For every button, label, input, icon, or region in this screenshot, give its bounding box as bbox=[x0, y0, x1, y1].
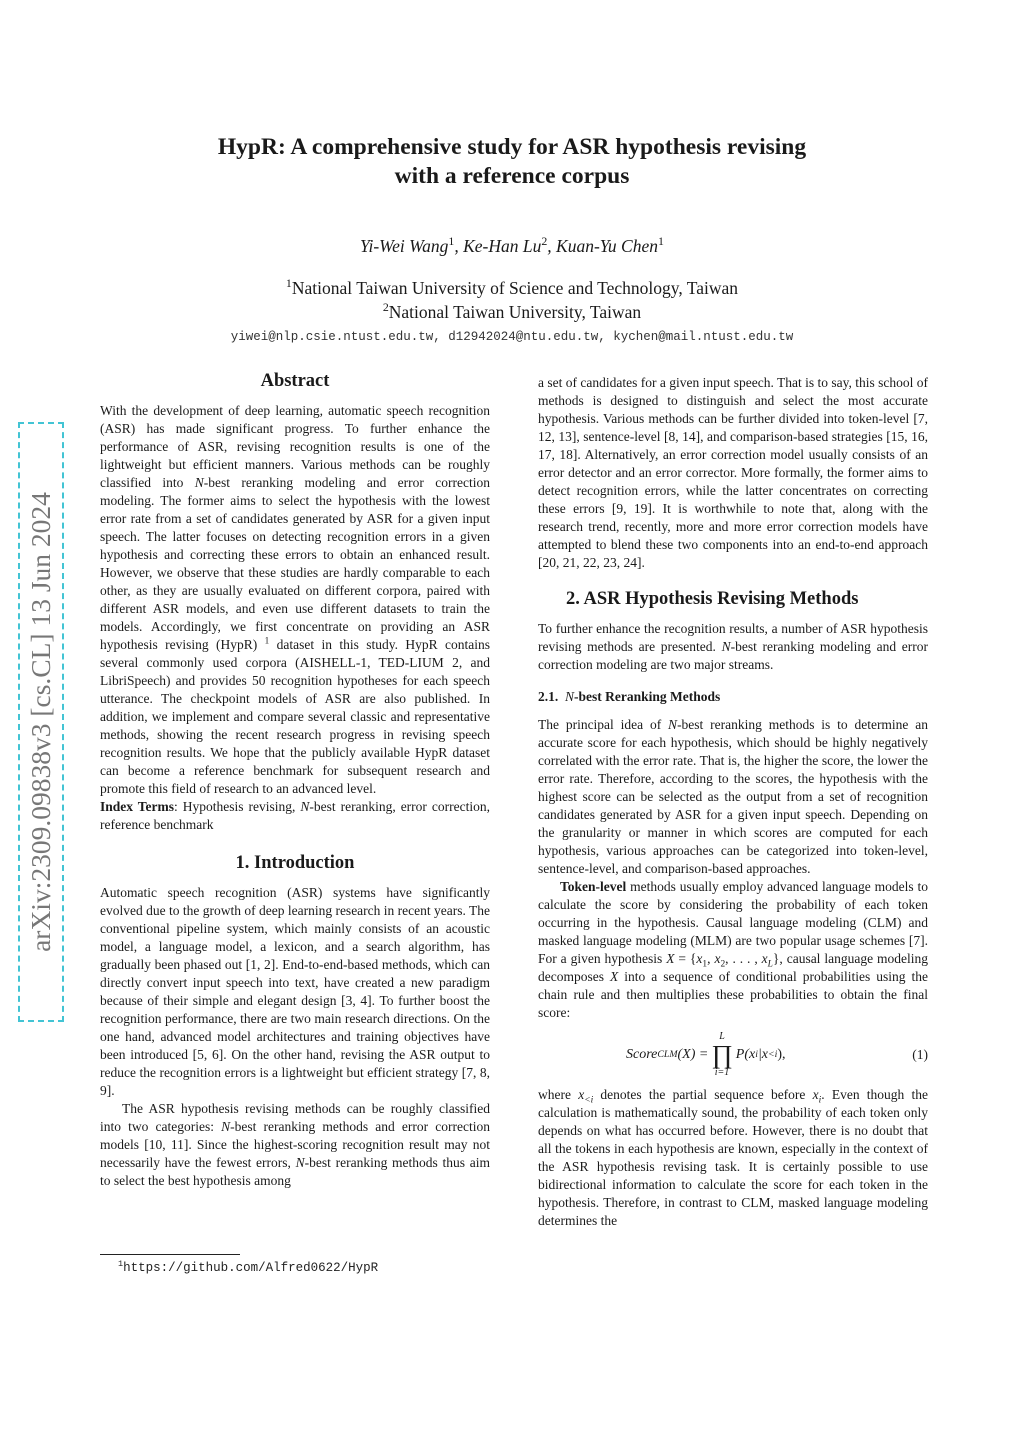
math-sub: i bbox=[818, 1095, 822, 1106]
math-x: x bbox=[714, 951, 721, 966]
author-affil-mark: 1 bbox=[448, 234, 455, 249]
abstract-part: With the development of deep learning, automatic speech recognition (ASR) has made significant progress. To further enhance the performance of ASR, revising recognition results is one of the lightweight but efficient manners. Various methods can be roughly classified into bbox=[100, 403, 490, 490]
token-level-paragraph bbox=[538, 878, 928, 1022]
abstract-heading: Abstract bbox=[260, 371, 330, 391]
token-part: , . . . , bbox=[725, 951, 762, 966]
subsection-number: 2.1. bbox=[538, 689, 559, 704]
section-2-part: To further enhance the recognition results, a number of ASR hypothesis revising methods are presented. bbox=[538, 621, 928, 654]
math-sub: 1 bbox=[702, 959, 708, 970]
author-name: Kuan-Yu Chen bbox=[556, 236, 658, 256]
author-emails: yiwei@nlp.csie.ntust.edu.tw, d12942024@ntu.edu.tw, kychen@mail.ntust.edu.tw bbox=[230, 330, 794, 344]
subsection-2-1-paragraph bbox=[538, 716, 928, 878]
right-column bbox=[538, 374, 928, 1230]
eq-rhs: |x bbox=[757, 1047, 768, 1062]
math-n: N bbox=[668, 717, 678, 732]
footnote-mark: 1 bbox=[118, 1258, 124, 1269]
subsection-title: -best Reranking Methods bbox=[574, 689, 721, 704]
section-2-part: -best reranking modeling and error correction modeling are two major streams. bbox=[538, 639, 928, 672]
token-part: }, causal language modeling decomposes bbox=[538, 951, 929, 984]
title-line-2: with a reference corpus bbox=[394, 163, 630, 189]
prod-symbol: ∏ bbox=[711, 1040, 733, 1069]
section-2-heading: 2. ASR Hypothesis Revising Methods bbox=[566, 589, 859, 609]
affiliation-2 bbox=[150, 302, 874, 323]
subsection-part: The principal idea of bbox=[538, 717, 669, 732]
intro-paragraph-1: Automatic speech recognition (ASR) systems have significantly evolved due to the growth of deep learning research in recent years. The conventional pipeline system, which mainly consists of an acoustic model, a language model, a lexicon, and a search algorithm, has gradually been phased out [1, 2]. End-to-end-based methods, which can directly convert input speech into text, have created a new paradigm because of their simple and elegant design [3, 4]. To further boost the recognition performance, there are two main research directions. On the one hand, advanced model architectures and training objectives have been introduced [5, 6]. On the other hand, revising the ASR output to reduce the recognition errors is a lightweight but efficient strategy [7, 8, 9]. bbox=[100, 885, 490, 1098]
eq-lhs: Score bbox=[626, 1047, 658, 1062]
affil-text: National Taiwan University of Science and Technology, Taiwan bbox=[291, 278, 739, 298]
math-x: x bbox=[578, 1087, 585, 1102]
index-terms bbox=[100, 798, 490, 834]
arxiv-stamp bbox=[18, 422, 64, 1022]
right-paragraph-1: a set of candidates for a given input speech. That is to say, this school of methods is designed to distinguish and select the most accurate hypothesis. Various methods can be further divided into token-level [7, 12, 13], sentence-level [8, 14], and comparison-based strategies [15, 16, 17, 18]. Alternatively, an error correction model usually consists of an error detector and an error corrector. More formally, the former aims to detect recognition errors, while the latter concentrates on correcting these errors [9, 19]. It is worthwhile to note that, along with the research trend, recently, more and more error correction models have attempted to blend these two components into an end-to-end approach [20, 21, 22, 23, 24]. bbox=[538, 375, 928, 570]
math-n: N bbox=[295, 1155, 305, 1170]
footnote-link[interactable]: https://github.com/Alfred0622/HypR bbox=[123, 1261, 379, 1275]
token-part: into a sequence of conditional probabilities using the chain rule and then multiplies these probabilities to obtain the final score: bbox=[538, 969, 929, 1020]
footnote bbox=[118, 1258, 379, 1275]
paper-title bbox=[150, 133, 874, 191]
section-2-paragraph bbox=[538, 620, 928, 674]
token-part: methods usually employ advanced language models to calculate the score by considering the probability of each token occurring in the hypothesis. Causal language modeling (CLM) and masked language modeling (MLM) are two popular usage schemes [7]. For a given hypothesis bbox=[538, 879, 928, 966]
math-sub: L bbox=[767, 959, 773, 970]
equation-1 bbox=[538, 1026, 928, 1084]
left-column bbox=[100, 368, 490, 1190]
after-equation-paragraph bbox=[538, 1086, 928, 1230]
author-affil-mark: 1 bbox=[658, 234, 664, 249]
math-x: X bbox=[666, 951, 675, 966]
math-n: N bbox=[300, 799, 310, 814]
product-operator bbox=[711, 1032, 732, 1078]
after-eq-part: . Even though the calculation is mathematically sound, the probability of each token only depends on what has occurred before. However, there is no doubt that all the tokens in each hypothesis are known, especially in the context of the ASR hypothesis revising task. It is certainly possible to use bidirectional information to calculate the score for each token in the hypothesis. Therefore, in contrast to CLM, masked language modeling determines the bbox=[538, 1087, 929, 1228]
author-name: Ke-Han Lu bbox=[463, 236, 542, 256]
affiliation-1 bbox=[150, 278, 874, 299]
footnote-divider bbox=[100, 1254, 240, 1255]
intro-paragraph-2 bbox=[100, 1100, 490, 1190]
equation-number: (1) bbox=[912, 1047, 928, 1062]
arxiv-stamp-text: arXiv:2309.09838v3 [cs.CL] 13 Jun 2024 bbox=[25, 492, 56, 952]
equation-body: Score CLM (X) = L ∏ i=1 P (x i |x <i ), bbox=[626, 1031, 786, 1078]
math-n: N bbox=[194, 475, 204, 490]
math-sub: 2 bbox=[720, 959, 726, 970]
eq-rhs: ), bbox=[777, 1047, 786, 1062]
after-eq-part: denotes the partial sequence before bbox=[593, 1087, 813, 1102]
title-line-1: HypR: A comprehensive study for ASR hypothesis revising bbox=[217, 134, 807, 160]
math-x: x bbox=[696, 951, 703, 966]
author-name: Yi-Wei Wang bbox=[360, 236, 449, 256]
subsection-2-1-heading bbox=[538, 688, 928, 706]
token-part: = { bbox=[674, 951, 697, 966]
token-part: , bbox=[707, 951, 715, 966]
intro-part: -best reranking methods thus aim to select the best hypothesis among bbox=[100, 1155, 490, 1188]
affil-text: National Taiwan University, Taiwan bbox=[388, 302, 642, 322]
math-sub: <i bbox=[584, 1095, 594, 1106]
math-x: X bbox=[610, 969, 619, 984]
prod-upper: L bbox=[719, 1031, 725, 1042]
intro-part: -best reranking methods and error correction models [10, 11]. Since the highest-scoring recognition result may not necessarily have the fewest errors, bbox=[100, 1119, 490, 1170]
index-terms-part: -best reranking, error correction, reference benchmark bbox=[100, 799, 490, 832]
prod-lower: i=1 bbox=[714, 1067, 730, 1078]
eq-lhs-arg: (X) = bbox=[677, 1047, 709, 1062]
token-level-label: Token-level bbox=[560, 879, 627, 894]
math-x: x bbox=[812, 1087, 819, 1102]
author-affil-mark: 2 bbox=[541, 234, 548, 249]
intro-part: The ASR hypothesis revising methods can be roughly classified into two categories: bbox=[100, 1101, 490, 1134]
affil-mark: 1 bbox=[285, 276, 292, 291]
index-terms-label: Index Terms bbox=[100, 799, 175, 814]
math-n: N bbox=[221, 1119, 231, 1134]
index-terms-part: : Hypothesis revising, bbox=[174, 799, 301, 814]
footnote-ref: 1 bbox=[264, 635, 270, 646]
abstract-part: dataset in this study. HypR contains several commonly used corpora (AISHELL-1, TED-LIUM 2, and LibriSpeech) and provides 50 recognition hypotheses for each speech utterance. The checkpoint models of ASR are also published. In addition, we implement and compare several classic and representative methods, showing the recent research progress in revising speech recognition results. We hope that the publicly available HypR dataset can become a reference benchmark for subsequent research and promote this field of research to an advanced level. bbox=[100, 637, 490, 796]
math-x: x bbox=[761, 951, 768, 966]
after-eq-part: where bbox=[538, 1087, 579, 1102]
author-list: Yi-Wei Wang$^1$, Ke-Han Lu$^2$, Kuan-Yu Chen$^1$ bbox=[360, 234, 664, 256]
affil-mark: 2 bbox=[382, 300, 389, 315]
eq-rhs: P bbox=[735, 1047, 745, 1062]
abstract-text bbox=[100, 402, 490, 798]
math-n: N bbox=[565, 689, 575, 704]
eq-rhs: (x bbox=[744, 1047, 756, 1062]
math-n: N bbox=[721, 639, 731, 654]
abstract-part: -best reranking modeling and error correction modeling. The former aims to select the hypothesis with the lowest error rate from a set of candidates generated by ASR for a given input speech. The latter focuses on detecting recognition errors in a given hypothesis and correcting these errors to obtain an enhanced result. However, we observe that these studies are hardly comparable to each other, as they are usually evaluated on different corpora, paired with different ASR models, and even use different datasets to train the models. Accordingly, we first concentrate on providing an ASR hypothesis revising (HypR) bbox=[100, 475, 491, 652]
subsection-part: -best reranking methods is to determine an accurate score for each hypothesis, which should be highly negatively correlated with the error rate. That is, the higher the score, the lower the error rate. Therefore, according to the scores, the hypothesis with the highest score can be selected as the output from a set of recognition candidates generated by ASR for a given input speech. Depending on the granularity or manner in which scores are computed for each hypothesis, various approaches can be categorized into token-level, sentence-level, and comparison-based approaches. bbox=[538, 717, 929, 876]
intro-heading: 1. Introduction bbox=[235, 853, 355, 873]
